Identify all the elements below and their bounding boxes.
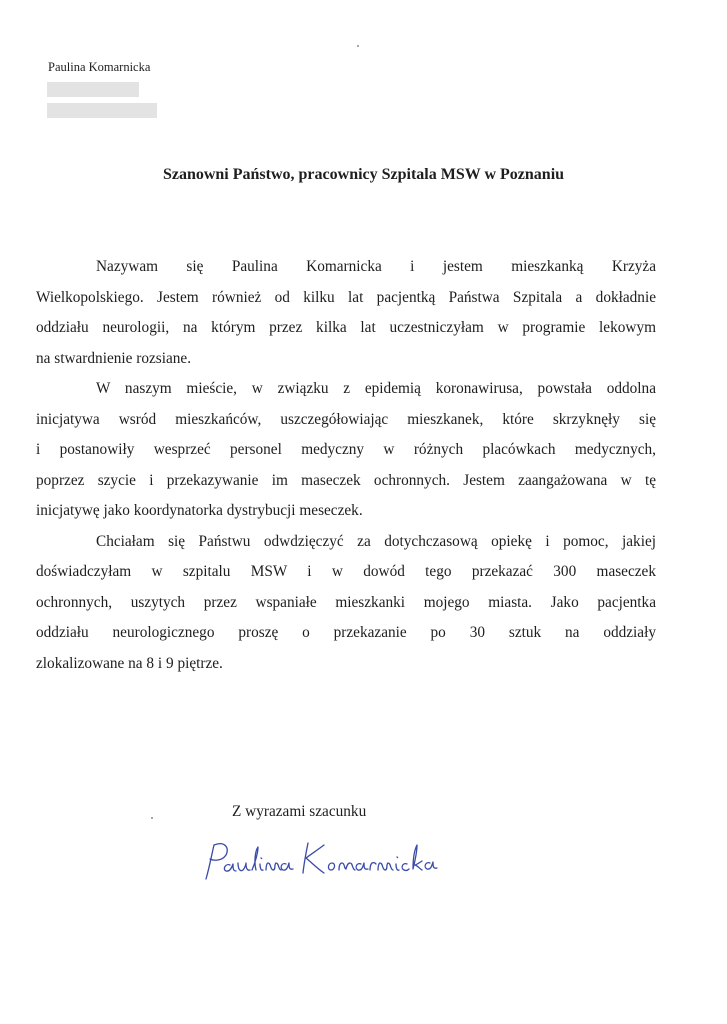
body-line: doświadczyłam w szpitalu MSW i w dowód tego przekazać 300 maseczek: [36, 563, 656, 580]
body-line: inicjatywa wsród mieszkańców, uszczegółowiając mieszkanek, które skrzyknęły się: [36, 410, 656, 428]
body-line: oddziału neurologicznego proszę o przekazanie po 30 sztuk na oddziały: [36, 624, 656, 641]
body-line: i postanowiły wesprzeć personel medyczny w różnych placówkach medycznych,: [36, 441, 656, 458]
sender-name: Paulina Komarnicka: [48, 60, 151, 74]
body-line: Nazywam się Paulina Komarnicka i jestem mieszkanką Krzyża: [96, 258, 656, 275]
letter-body: [36, 252, 656, 679]
letter-salutation-title: Szanowni Państwo, pracownicy Szpitala MSW w Poznaniu: [162, 166, 565, 183]
body-line: Wielkopolskiego. Jestem również od kilku lat pacjentką Państwa Szpitala a dokładnie: [36, 288, 656, 306]
body-line: zlokalizowane na 8 i 9 piętrze.: [36, 654, 223, 672]
body-line: ochronnych, uszytych przez wspaniałe mieszkanki mojego miasta. Jako pacjentka: [36, 593, 656, 611]
body-line: poprzez szycie i przekazywanie im maseczek ochronnych. Jestem zaangażowana w tę: [36, 471, 656, 489]
redacted-address-line-2: [47, 103, 157, 118]
body-line: inicjatywę jako koordynatorka dystrybucji meseczek.: [36, 502, 363, 519]
redacted-address-line-1: [47, 82, 139, 97]
body-line: oddziału neurologii, na którym przez kilka lat uczestniczyłam w programie lekowym: [36, 319, 656, 336]
speck: [357, 45, 359, 47]
paragraph-3: [36, 527, 656, 680]
paragraph-2: [36, 374, 656, 527]
body-line: na stwardnienie rozsiane.: [36, 349, 192, 367]
body-line: W naszym mieście, w związku z epidemią koronawirusa, powstała oddolna: [96, 380, 656, 397]
closing-phrase: Z wyrazami szacunku: [232, 803, 367, 820]
body-line: Chciałam się Państwu odwdzięczyć za dotychczasową opiekę i pomoc, jakiej: [96, 532, 656, 550]
speck: [151, 817, 153, 819]
paragraph-1: [36, 252, 656, 374]
handwritten-signature: [200, 833, 440, 889]
